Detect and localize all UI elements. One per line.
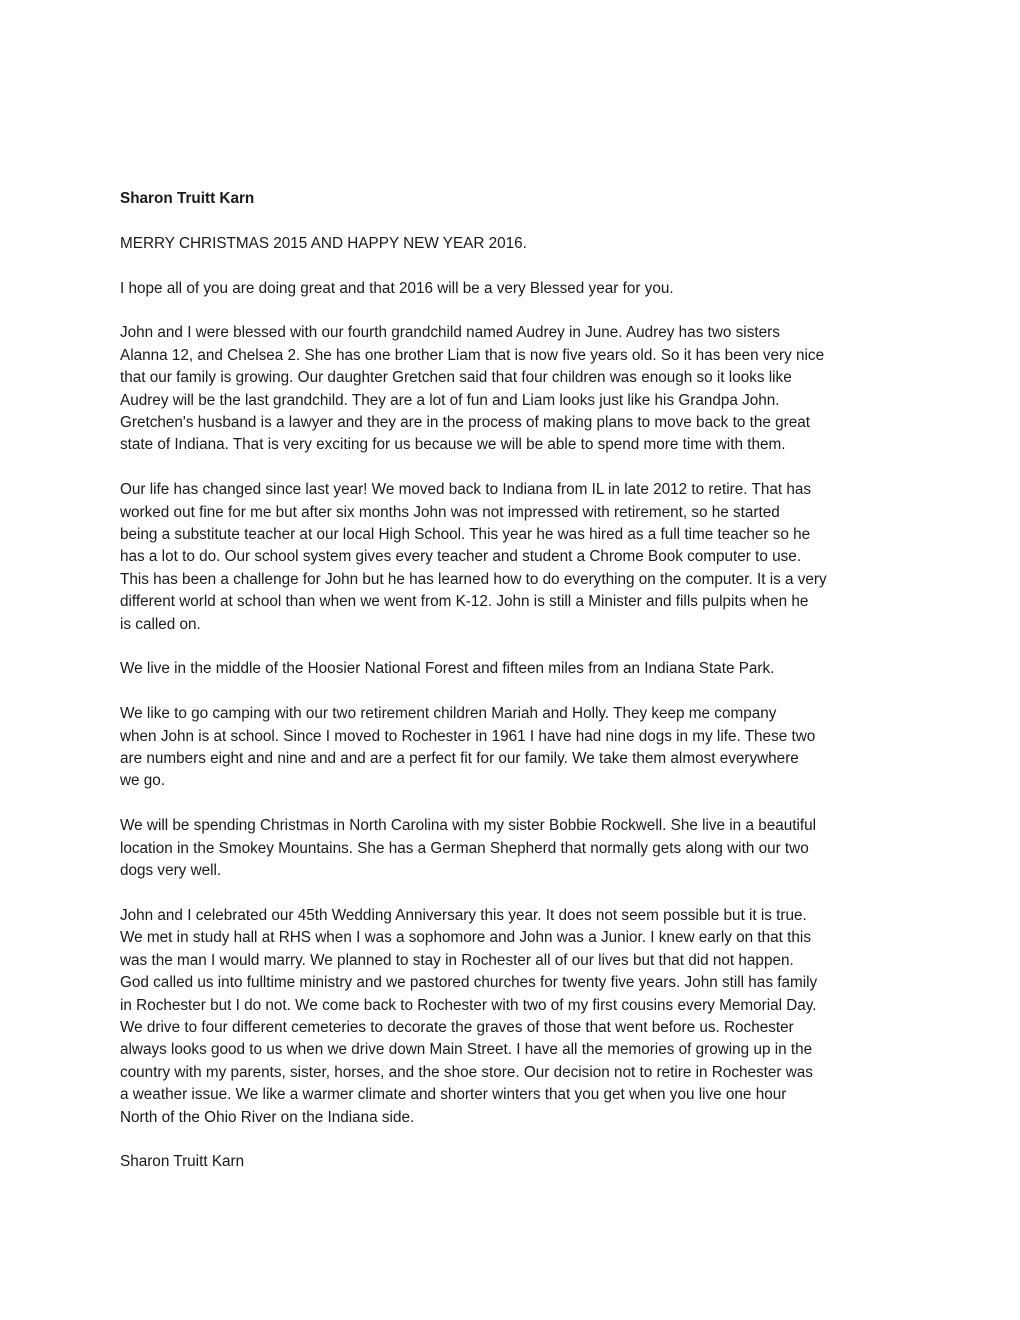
paragraph-line: is called on. [120, 615, 201, 633]
paragraph-line: has a lot to do. Our school system gives every teacher and student a Chrome Book computer to use. [120, 548, 802, 566]
paragraph-line: We drive to four different cemeteries to decorate the graves of those that went before us. Rochester [120, 1018, 794, 1036]
paragraph-line: in Rochester but I do not. We come back to Rochester with two of my first cousins every Memorial Day. [120, 996, 817, 1014]
paragraph [120, 815, 910, 882]
spacer [120, 681, 910, 703]
paragraph-line: God called us into fulltime ministry and we pastored churches for twenty five years. John still has family [120, 974, 818, 992]
paragraph-line: different world at school than when we went from K-12. John is still a Minister and fills pulpits when he [120, 593, 809, 611]
paragraph-line: dogs very well. [120, 862, 222, 880]
paragraph-line: John and I were blessed with our fourth grandchild named Audrey in June. Audrey has two sisters [120, 324, 780, 342]
paragraph-line: we go. [120, 772, 166, 790]
paragraph-line: was the man I would marry. We planned to stay in Rochester all of our lives but that did not happen. [120, 951, 794, 969]
spacer [120, 255, 910, 277]
paragraph-line: that our family is growing. Our daughter Gretchen said that four children was enough so it looks like [120, 369, 792, 387]
paragraph-line: This has been a challenge for John but he has learned how to do everything on the computer. It is a very [120, 570, 827, 588]
paragraph-line: country with my parents, sister, horses, and the shoe store. Our decision not to retire in Rochester was [120, 1063, 813, 1081]
paragraph-line: North of the Ohio River on the Indiana side. [120, 1108, 415, 1126]
paragraph-line: We will be spending Christmas in North Carolina with my sister Bobbie Rockwell. She live in a beautiful [120, 817, 817, 835]
paragraph-line: John and I celebrated our 45th Wedding Anniversary this year. It does not seem possible but it is true. [120, 906, 807, 924]
paragraph-line: Our life has changed since last year! We moved back to Indiana from IL in late 2012 to retire. That has [120, 481, 812, 499]
paragraph-line: when John is at school. Since I moved to Rochester in 1961 I have had nine dogs in my life. These two [120, 727, 816, 745]
letter-body [120, 188, 910, 1174]
paragraph-line: We like to go camping with our two retirement children Mariah and Holly. They keep me company [120, 705, 777, 723]
spacer [120, 1129, 910, 1151]
spacer [120, 882, 910, 904]
paragraph-line: Alanna 12, and Chelsea 2. She has one brother Liam that is now five years old. So it has been very nice [120, 346, 825, 364]
letter-heading: Sharon Truitt Karn [120, 190, 255, 207]
paragraph-line: are numbers eight and nine and and are a perfect fit for our family. We take them almost everywhere [120, 750, 799, 768]
paragraph-line: a weather issue. We like a warmer climate and shorter winters that you get when you live one hour [120, 1086, 787, 1104]
spacer [120, 300, 910, 322]
paragraph [120, 278, 910, 300]
paragraph-line: We met in study hall at RHS when I was a sophomore and John was a Junior. I knew early on that this [120, 929, 811, 947]
spacer [120, 793, 910, 815]
paragraph-line: state of Indiana. That is very exciting for us because we will be able to spend more time with them. [120, 436, 786, 454]
paragraph [120, 479, 910, 636]
spacer [120, 636, 910, 658]
paragraph-line: always looks good to us when we drive down Main Street. I have all the memories of growing up in the [120, 1041, 813, 1059]
spacer [120, 210, 910, 232]
paragraph-line: Audrey will be the last grandchild. They are a lot of fun and Liam looks just like his Grandpa John. [120, 391, 780, 409]
paragraph [120, 703, 910, 793]
paragraph [120, 322, 910, 456]
paragraph-line: We live in the middle of the Hoosier National Forest and fifteen miles from an Indiana State Park. [120, 660, 775, 678]
letter-signature: Sharon Truitt Karn [120, 1153, 245, 1171]
letter-greeting: MERRY CHRISTMAS 2015 AND HAPPY NEW YEAR 2016. [120, 234, 527, 252]
paragraph-line: being a substitute teacher at our local High School. This year he was hired as a full time teacher so he [120, 526, 811, 544]
paragraph-line: Gretchen's husband is a lawyer and they are in the process of making plans to move back to the great [120, 414, 810, 432]
paragraph-line: I hope all of you are doing great and that 2016 will be a very Blessed year for you. [120, 279, 674, 297]
paragraph-line: worked out fine for me but after six months John was not impressed with retirement, so he started [120, 503, 780, 521]
spacer [120, 457, 910, 479]
paragraph [120, 658, 910, 680]
paragraph [120, 905, 910, 1129]
paragraph-line: location in the Smokey Mountains. She has a German Shepherd that normally gets along with our two [120, 839, 809, 857]
